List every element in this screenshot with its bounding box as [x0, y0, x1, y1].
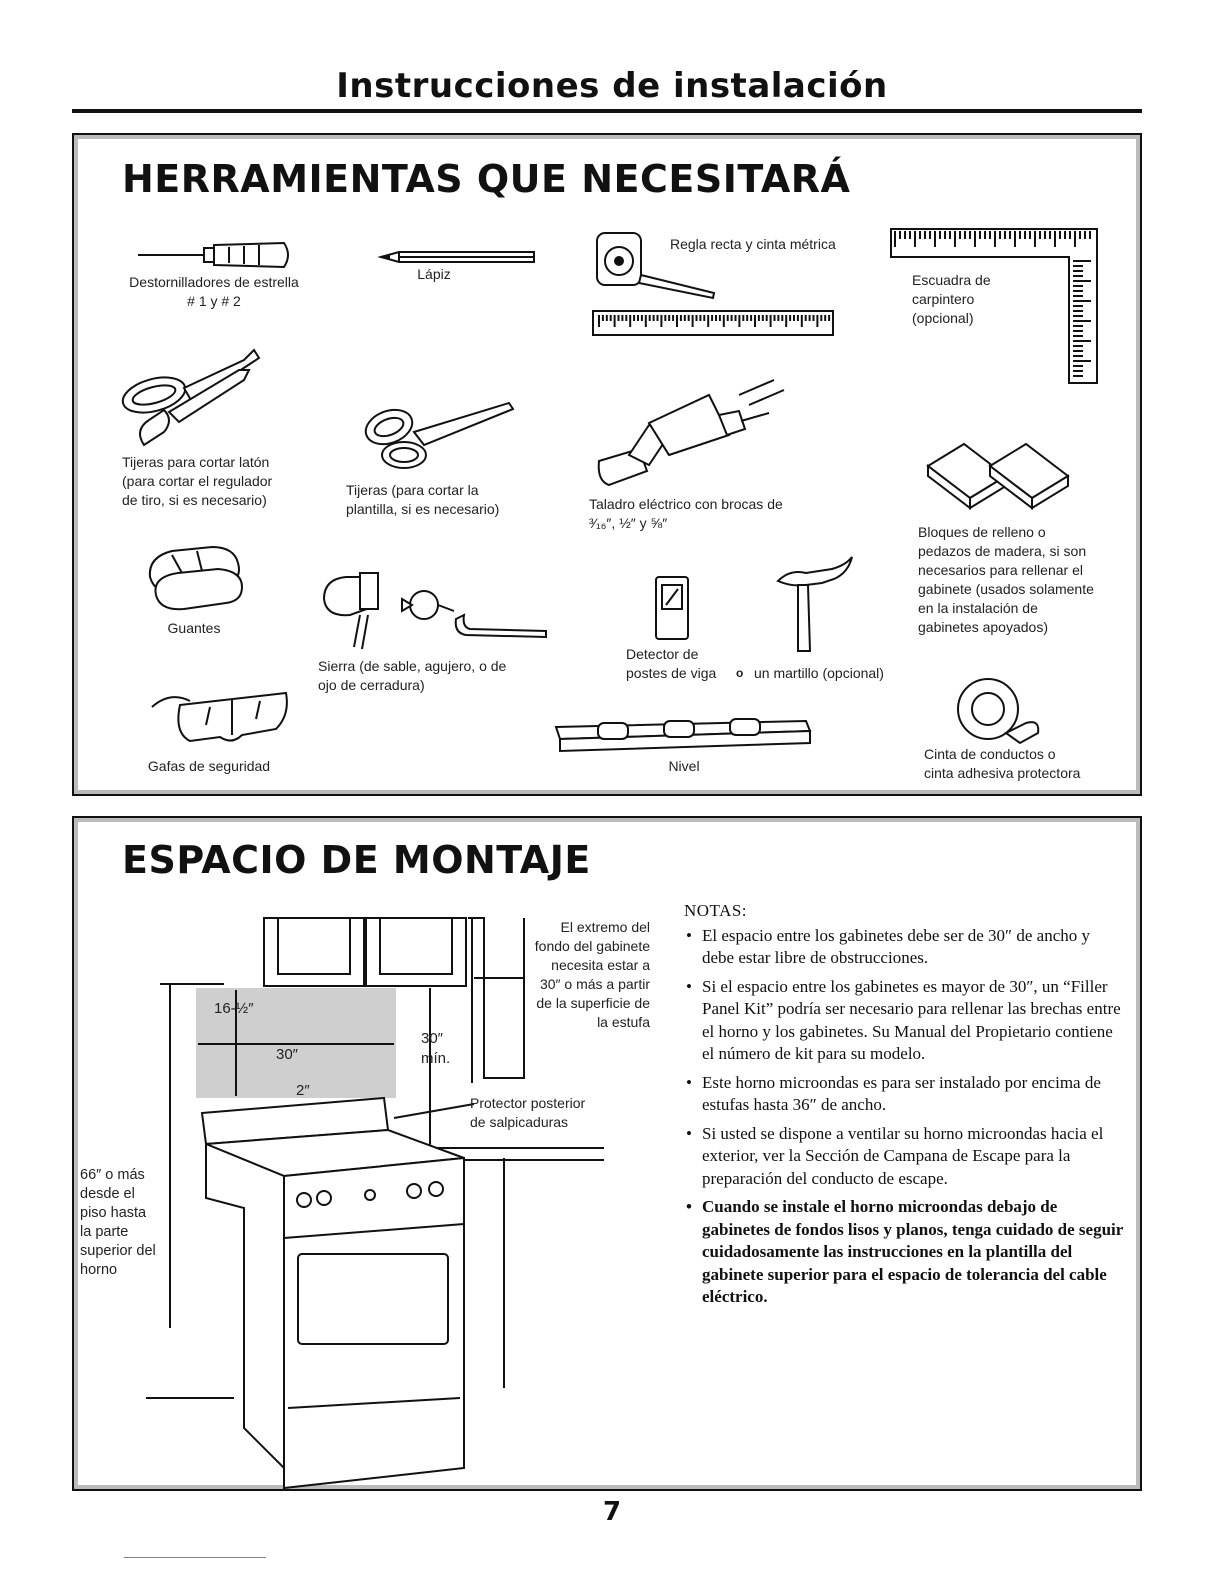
backsplash-callout: Protector posterior de salpicaduras [470, 1095, 586, 1130]
screwdriver-caption: Destornilladores de estrella # 1 y # 2 [129, 274, 299, 309]
page-title: Instrucciones de instalación [336, 66, 888, 106]
pencil-caption: Lápiz [417, 266, 451, 282]
filler-blocks-caption: Bloques de relleno o pedazos de madera, si son necesarios para rellenar el gabinete (usados solamente en la instalación de gabinetes apoyados) [918, 524, 1094, 635]
duct-tape-icon [954, 675, 1044, 745]
note-item: • El espacio entre los gabinetes debe ser de 30″ de ancho y debe estar libre de obstrucciones. [684, 925, 1124, 970]
safety-glasses-caption: Gafas de seguridad [147, 758, 271, 774]
dim-30-min-unit: mín. [421, 1050, 451, 1067]
drill-icon [589, 385, 789, 495]
note-item-bold: • Cuando se instale el horno microondas debajo de gabinetes de fondos lisos y planos, tenga cuidado de seguir cuidadosamente las instrucciones en la plantilla del gabinete superior para el espacio de tolerancia del cable eléctrico. [684, 1196, 1124, 1309]
scissors-icon [359, 397, 519, 477]
mounting-heading: ESPACIO DE MONTAJE [122, 838, 591, 882]
notes-list [684, 925, 1124, 1309]
mounting-panel [72, 816, 1142, 1491]
dim-30-min-value: 30″ [421, 1030, 443, 1047]
level-caption: Nivel [668, 758, 700, 774]
note-item: • Si usted se dispone a ventilar su horno microondas hacia el exterior, ver la Sección de Campana de Escape para la preparación del conducto de escape. [684, 1123, 1124, 1191]
gloves-icon [142, 537, 252, 613]
filler-blocks-icon [924, 440, 1074, 515]
hammer-icon [776, 555, 856, 655]
dim-30-width: 30″ [276, 1046, 298, 1063]
title-rule [72, 109, 1142, 113]
tin-snips-icon [114, 340, 264, 450]
dim-16-5: 16-½″ [214, 1000, 254, 1017]
note-item: • Este horno microondas es para ser instalado por encima de estufas hasta 36″ de ancho. [684, 1072, 1124, 1117]
safety-glasses-icon [150, 685, 290, 751]
tools-panel [72, 133, 1142, 796]
hammer-caption: un martillo (opcional) [754, 665, 884, 681]
page-number: 7 [602, 1497, 622, 1527]
stud-finder-icon [652, 575, 692, 641]
drill-caption: Taladro eléctrico con brocas de ³⁄₁₆″, ½″ y ⅝″ [589, 496, 783, 531]
stud-finder-caption: Detector de postes de viga [626, 646, 717, 681]
ruler-ticks [595, 313, 833, 333]
saw-caption: Sierra (de sable, agujero, o de ojo de cerradura) [318, 658, 507, 693]
note-item: • Si el espacio entre los gabinetes es mayor de 30″, un “Filler Panel Kit” podría ser necesario para rellenar las brechas entre el horno y los gabinetes. Su Manual del Propietario contiene el número de kit para su modelo. [684, 976, 1124, 1066]
tools-heading: HERRAMIENTAS QUE NECESITARÁ [122, 157, 851, 201]
dim-2: 2″ [296, 1082, 310, 1099]
carpenter-square-caption: Escuadra de carpintero (opcional) [912, 272, 991, 326]
notes-title: NOTAS: [684, 901, 748, 920]
gloves-caption: Guantes [167, 620, 221, 636]
or-word: o [736, 666, 744, 680]
scissors-caption: Tijeras (para cortar la plantilla, si es necesario) [346, 482, 500, 517]
footer-rule [124, 1557, 266, 1558]
saw-icon [314, 555, 564, 655]
notes-block [684, 900, 1124, 1315]
tin-snips-caption: Tijeras para cortar latón (para cortar el regulador de tiro, si es necesario) [122, 454, 273, 508]
screwdriver-icon [134, 235, 294, 275]
dim-66-label: 66″ o más desde el piso hasta la parte superior del horno [80, 1167, 156, 1278]
level-icon [554, 717, 814, 753]
tape-measure-caption: Regla recta y cinta métrica [670, 236, 836, 252]
pencil-icon [379, 247, 539, 267]
cabinet-depth-callout: El extremo del fondo del gabinete necesita estar a 30″ o más a partir de la superficie de la estufa [534, 919, 650, 1030]
duct-tape-caption: Cinta de conductos o cinta adhesiva protectora [924, 746, 1081, 781]
